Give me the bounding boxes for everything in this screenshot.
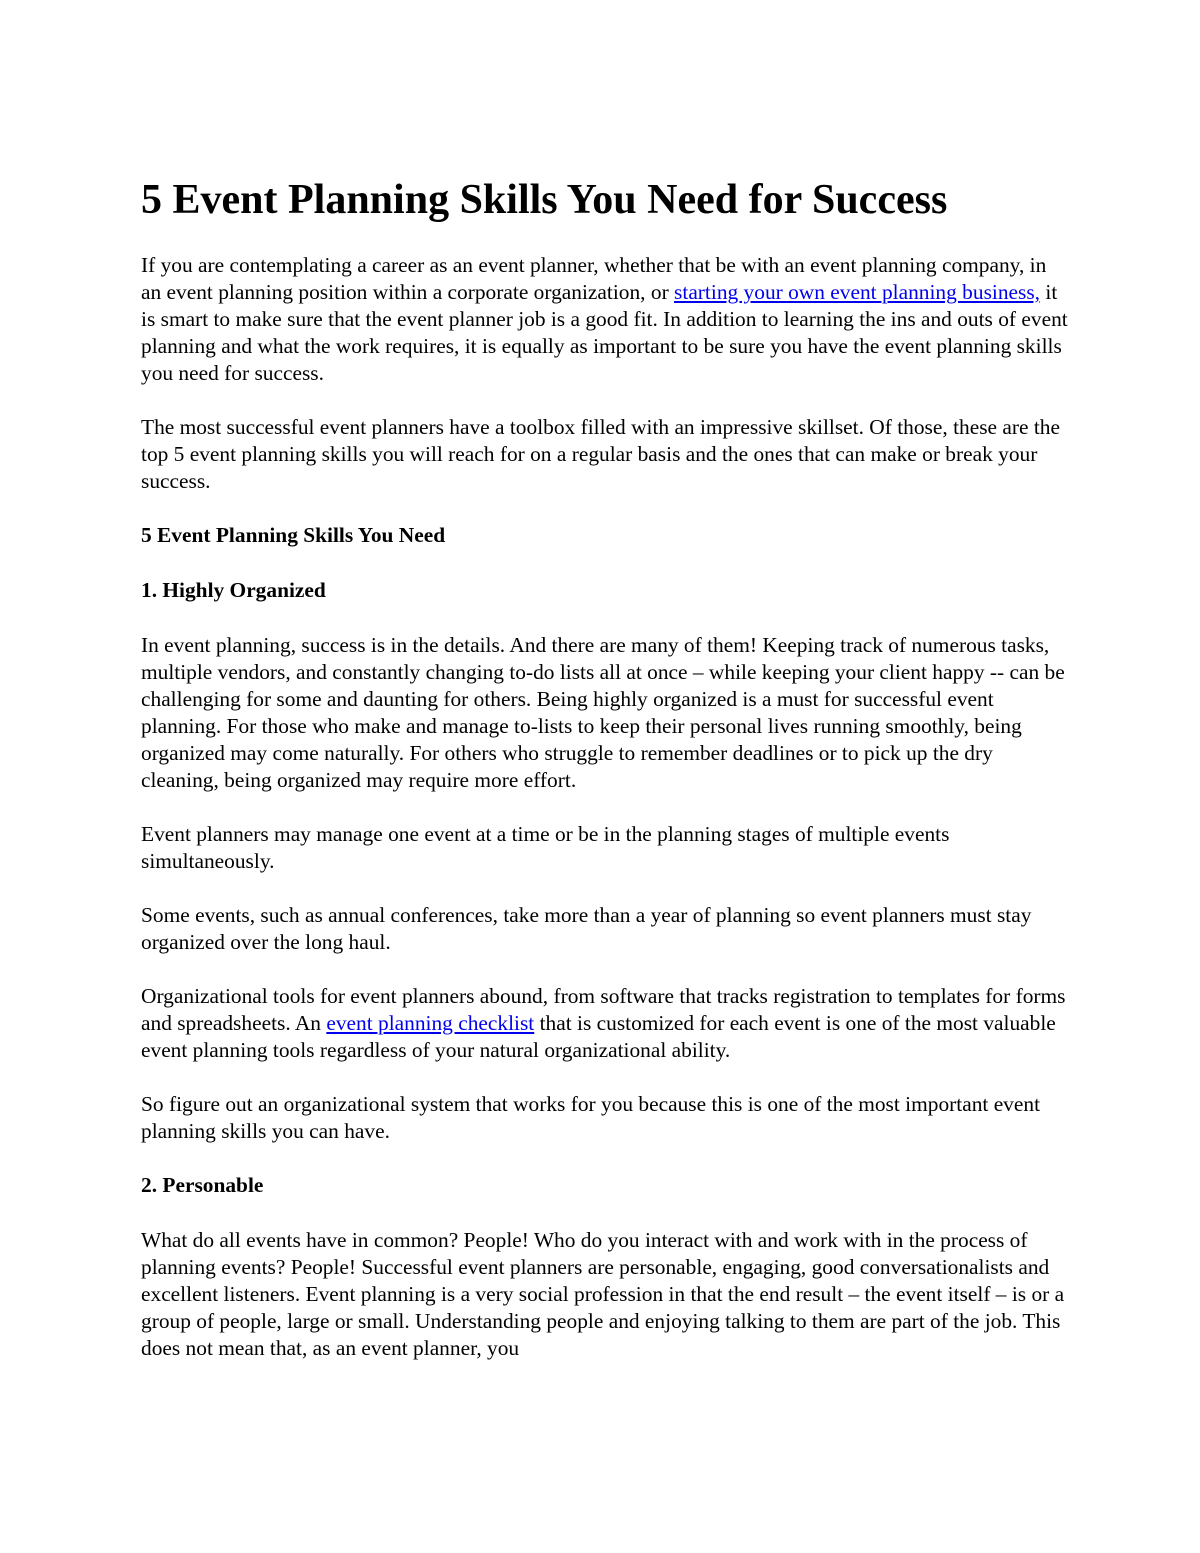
skill-2-heading: 2. Personable bbox=[141, 1173, 264, 1197]
skill-1-text-after-link: that is customized for each event is one of the most valuable event planning tools regardless of your natural organizational ability. bbox=[141, 1011, 1056, 1062]
skill-1-text-before-link: Organizational tools for event planners abound, from software that tracks registration to templates for forms and spreadsheets. An bbox=[141, 984, 1066, 1035]
skill-1-paragraph-1: In event planning, success is in the details. And there are many of them! Keeping track of numerous tasks, multiple vendors, and constantly changing to-do lists all at once – while keeping your client happy -- can be challenging for some and daunting for others. Being highly organized is a must for successful event planning. For those who make and manage to-lists to keep their personal lives running smoothly, being organized may come naturally. For others who struggle to remember deadlines or to pick up the dry cleaning, being organized may require more effort. bbox=[141, 633, 1065, 792]
page-title: 5 Event Planning Skills You Need for Success bbox=[141, 177, 948, 223]
skill-1-paragraph-5: So figure out an organizational system that works for you because this is one of the most important event planning skills you can have. bbox=[141, 1092, 1041, 1143]
section-heading: 5 Event Planning Skills You Need bbox=[141, 523, 446, 547]
skill-1-paragraph-2: Event planners may manage one event at a time or be in the planning stages of multiple events simultaneously. bbox=[141, 822, 950, 873]
intro-text-after-link: it is smart to make sure that the event planner job is a good fit. In addition to learning the ins and outs of event planning and what the work requires, it is equally as important to be sure you have the event planning skills you need for success. bbox=[141, 280, 1068, 385]
document-page bbox=[141, 172, 1071, 1389]
skill-1-paragraph-4 bbox=[141, 983, 1071, 1064]
intro-paragraph-1 bbox=[141, 252, 1071, 387]
skill-1-heading: 1. Highly Organized bbox=[141, 578, 326, 602]
skill-1-paragraph-3: Some events, such as annual conferences, take more than a year of planning so event planners must stay organized over the long haul. bbox=[141, 903, 1032, 954]
skill-2-paragraph-1: What do all events have in common? People! Who do you interact with and work with in the process of planning events? People! Successful event planners are personable, engaging, good conversationalists and excellent listeners. Event planning is a very social profession in that the end result – the event itself – is or a group of people, large or small. Understanding people and enjoying talking to them are part of the job. This does not mean that, as an event planner, you bbox=[141, 1228, 1065, 1360]
starting-business-link[interactable]: starting your own event planning business, bbox=[674, 280, 1041, 304]
event-planning-checklist-link[interactable]: event planning checklist bbox=[326, 1011, 535, 1035]
intro-text-before-link: If you are contemplating a career as an event planner, whether that be with an event planning company, in an event planning position within a corporate organization, or bbox=[141, 253, 1047, 304]
intro-paragraph-2: The most successful event planners have a toolbox filled with an impressive skillset. Of those, these are the top 5 event planning skills you will reach for on a regular basis and the ones that can make or break your success. bbox=[141, 415, 1060, 493]
